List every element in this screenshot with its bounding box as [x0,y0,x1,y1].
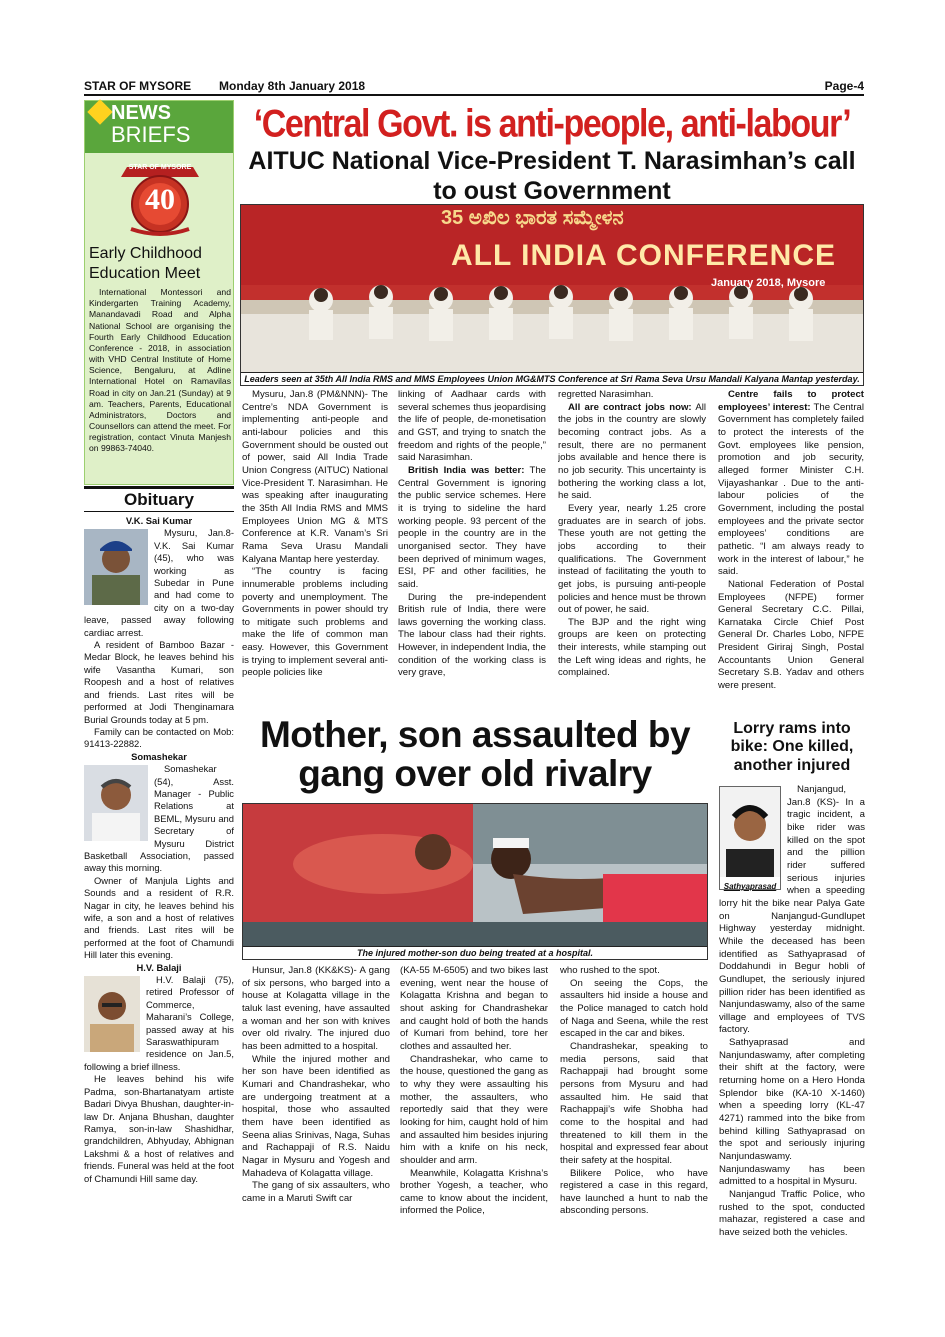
portrait-young-man-icon [720,787,780,877]
assault-col1-para3: The gang of six assaulters, who came in a Maruti Swift car [242,1180,390,1204]
logo-number: 40 [145,183,175,216]
obit-name-1: V.K. Sai Kumar [125,515,193,526]
obit-text-1b: A resident of Bamboo Bazar - Medar Block, he leaves behind his wife Vasantha Kumari, son Roopesh and a host of relatives and friends. Last rites will be performed at Jodi Thenginamara Burial Grounds today at 5 pm. [84,639,234,725]
lead-col2-para1: linking of Aadhaar cards with several schemes thus jeopardising the life of people, de-monetisation and GST, and trying to snatch the freedom and rights of the people,” said Narasimhan. [398,389,546,464]
assault-col3-para2: On seeing the Cops, the assaulters hid inside a house and the Police managed to catch hold of Naga and Seena, while the rest escaped in the car and bikes. [560,977,708,1040]
issue-date: Monday 8th January 2018 [219,79,366,93]
lead-column-1 [242,389,388,713]
page-number: Page-4 [824,79,864,93]
lead-headline: ‘Central Govt. is anti-people, anti-labour’ [253,102,851,146]
lead-column-4 [718,389,864,713]
lead-col3-para1: regretted Narasimhan. [558,389,654,400]
news-briefs-header [85,101,233,153]
lorry-para2: Sathyaprasad and Nanjundaswamy, after completing their shift at the factory, were returning home on a Hero Honda Splendor bike (KA-10 X-1460) when a speeding lorry (KL-47 4271) rammed into the bike from behind killing Sathyaprasad on the spot and seriously injuring Nanjundaswamy. Nanjundaswamy has been admitted to a hospital in Mysuru. [719,1037,865,1188]
assault-col2-para2: Chandrashekar, who came to the house, questioned the gang as to why they were assaulting his mother, the assaulters, who reportedly said that they were looking for him, caught hold of him and assaulted him besides injuring him with a knife on his neck, shoulder and arm. [400,1053,548,1166]
obit-photo-1 [84,529,148,605]
lead-col4-para1: The Central Government has completely failed to protect the interests of the Govt. employees like pension, promotion and job security, alleged former Minister C.H. Vijayashankar . Due to the anti-labour policies of the Government, including the postal employees and the private sector employees’ conditions are pathetic. “I am always ready to work in the interest of labour,” he said. [718,401,864,578]
conference-photo [240,204,864,386]
paper-name: STAR OF MYSORE [84,79,192,93]
lead-column-3 [558,389,706,713]
lead-col2-para2: The Central Government is ignoring the public service schemes. Here it is trying to sideline the hard working people. 93 percent of the people in the country are in the unorganised sector. They have been deprived of minimum wages, ESI, PF and other facilities, he said. [398,464,546,590]
assault-col1-para2: While the injured mother and her son have been identified as Kumari and Chandrashekar, who are undergoing treatment at a hospital, those who assaulted them have been identified as Seena alias Srinivas, Naga, Suhas and Rachappaji of R.S. Naidu Nagar in Mysuru and Yogesh and Mahadeva of Kolagatta village. [242,1053,390,1179]
assault-col1-para1: Hunsur, Jan.8 (KK&KS)- A gang of six persons, who barged into a house at Kolagatta village in the taluk last evening, have assaulted a woman and her son with knives over old rivalry. The injured duo has been admitted to a hospital. [242,965,390,1052]
assault-column-2 [400,965,548,1263]
assault-col2-para3: Meanwhile, Kolagatta Krishna’s brother Yogesh, a teacher, who came to know about the incident, informed the Police, [400,1167,548,1217]
obit-photo-3 [84,976,140,1052]
lead-subhead: AITUC National Vice-President T. Narasimhan’s call to oust Government [248,147,856,205]
obit-text-1c: Family can be contacted on Mob: 91413-22882. [84,725,234,750]
assault-headline: Mother, son assaulted by gang over old rivalry [259,714,691,794]
lead-col4-para2: National Federation of Postal Employees (NFPE) former General Secretary C.C. Pillai, Karnataka Circle Chief Post General Dr. Charles Lobo, NFPE President Giriraj Singh, Postal Accountants Union General Secretary S.B. Yadav and others were present. [718,578,864,692]
obituary-title: Obituary [84,486,234,512]
conference-photo-caption: Leaders seen at 35th All India RMS and MMS Employees Union MG&MTS Conference at Sri Rama Seva Ursu Mandali Kalyana Mantap yesterday. [241,372,863,385]
briefs-label: BRIEFS [111,122,191,147]
banner-line-3: January 2018, Mysore [711,277,826,289]
banner-line-1: 35 ಅಖಿಲ ಭಾರತ ಸಮ್ಮೇಳನ [441,207,624,229]
forty-years-logo [111,159,209,239]
news-briefs-box [84,100,234,485]
masthead [84,76,864,96]
lorry-photo-label: Sathyaprasad [723,881,777,891]
assault-col3-para3: Chandrashekar, speaking to media persons, said that Rachappaji had brought some persons from Mysuru and had assaulted him. He said that Rachappaji’s wife Shobha had come to the hospital and had threatened to kill them in the hospital and expressed fear about their safety at the hospital. [560,1040,708,1166]
brief-body: International Montessori and Kindergarten Training Academy, Manandavadi Road and Alpha National School are organising the Fourth Early Childhood Education Conference - 2018, in association with VHD Central Institute of Home Science, Bengaluru, at Adline International Hotel on Ramavilas Road in city on Jan.21 (Sunday) at 9 am. Teachers, Parents, Educational Administrators, Doctors and Counsellors can attend the meet. For registration, contact Vinuta Manjesh on 99863-74040. [89,287,231,454]
obit-name-2: Somashekar [131,750,187,762]
lead-col1-para2: “The country is facing innumerable problems including poverty and unemployment. The Governments in power should try to mitigate such problems and make the life of common man easy. However, this Government is trying to implement several anti-people policies like [242,566,388,679]
lorry-headline: Lorry rams into bike: One killed, another injured [730,720,854,774]
lead-subhead-contract-jobs: All are contract jobs now: [568,401,692,413]
obit-text-1: Mysuru, Jan.8- V.K. Sai Kumar (45), who was working as Subedar in Pune and had come to city on a two-day leave, passed away following cardiac arrest. [84,527,234,638]
lead-col3-para2: All the jobs in the country are slowly becoming contract jobs. As a result, there are no permanent jobs available and hence there is no job security. This uncertainty is bothering the working class a lot, he said. [558,401,706,502]
obituary-column [84,515,234,1260]
brief-headline: Early Childhood Education Meet [89,245,202,282]
portrait-soldier-icon [84,529,148,605]
lorry-column [719,784,865,1264]
lorry-para1: Nanjangud, Jan.8 (KS)- In a tragic incident, a bike rider was killed on the spot and the pillion rider suffered serious injuries when a speeding lorry hit the bike near Palya Gate on Nanjangud-Gundlupet Highway yesterday midnight. While the deceased has been identified as Sathyaprasad of Doddahundi in Begur hobli of Gundlupet, the seriously injured pillion rider has been identified as Nanjundaswamy, also of the same village and employees of TVS factory. [719,784,865,1036]
obit-text-3: H.V. Balaji (75), retired Professor of Commerce, Maharani’s College, passed away at his Saraswathipuram residence on Jan.5, following a brief illness. [84,974,234,1072]
obit-photo-2 [84,765,148,841]
obit-text-2: Somashekar (54), Asst. Manager - Public Relations at BEML, Mysuru and Secretary of Mysuru District Basketball Association, passed away this morning. [84,763,234,874]
lead-col1-para1: Mysuru, Jan.8 (PM&NNN)- The Centre’s NDA Government is implementing anti-people and anti-labour policies and this Government should be ousted out of power, said All India Trade Union Congress (AITUC) National Vice-President T. Narasimhan. He was speaking after inaugurating the 35th All India RMS and MMS Employees Union MG & MTS Conference at K.R. Vanam’s Sri Rama Seva Urasu Mandali Kalyana Mantap here yesterday. [242,389,388,565]
conference-stage-image [241,205,864,375]
obit-text-2b: Owner of Manjula Lights and Sounds and a resident of R.R. Nagar in city, he leaves behind his wife, a son and a host of relatives and friends. Last rites will be performed at the foot of Chamundi Hill later this evening. [84,874,234,961]
banner-line-2: ALL INDIA CONFERENCE [451,239,837,272]
lorry-para3: Nanjangud Traffic Police, who rushed to the spot, conducted mahazar, registered a case and have seized both the vehicles. [719,1189,865,1238]
obit-name-3: H.V. Balaji [136,961,182,973]
hospital-photo [242,803,708,960]
hospital-scene-image [243,804,708,948]
news-label: NEWS [111,102,171,124]
lead-subhead-british-india: British India was better: [408,464,525,476]
lorry-victim-photo [719,786,781,890]
assault-col2-para1: (KA-55 M-6505) and two bikes last evening, went near the house of Kolagatta Krishna and began to shout asking for Chandrashekar and caught hold of both the hands of Kumari from behind, tore her clothes and assaulted her. [400,965,548,1052]
assault-column-1 [242,965,390,1263]
portrait-professor-icon [84,976,140,1052]
assault-column-3 [560,965,708,1263]
lead-col3-para4: The BJP and the right wing groups are keen on protecting their interests, while stamping out the Left wing ideas and rights, he complained. [558,616,706,679]
logo-text: STAR OF MYSORE [128,164,192,171]
assault-col3-para1: who rushed to the spot. [560,965,660,976]
lead-col2-para3: During the pre-independent British rule of India, there were laws governing the working class. The labour class had their rights. However, in independent India, the condition of the working class is very grave, [398,591,546,679]
portrait-man-icon [84,765,148,841]
assault-col3-para4: Bilikere Police, who have registered a case in this regard, have launched a hunt to nab the absconding persons. [560,1167,708,1217]
obit-text-3b: He leaves behind his wife Padma, son-Bhartanatyam artiste Badari Divya Bhushan, daughter-in-law Dr. Anjana Bhushan, daughter Ramya, son-in-law Shashidhar, grandchildren, Abhyuday, Abhignan Lakshmi & a host of relatives and friends. Funeral was held at the foot of Chamundi Hill same day. [84,1073,234,1184]
lead-column-2 [398,389,546,713]
lead-col3-para3: Every year, nearly 1.25 crore graduates are in search of jobs. These youth are not getting the jobs according to their qualifications. The Government instead of facilitating the youth to get jobs, is pursuing anti-people policies and hence must be thrown out of power, he said. [558,502,706,616]
lead-subhead-employees: Centre fails to protect employees’ interest: [718,389,864,413]
hospital-photo-caption: The injured mother-son duo being treated at a hospital. [243,946,707,959]
